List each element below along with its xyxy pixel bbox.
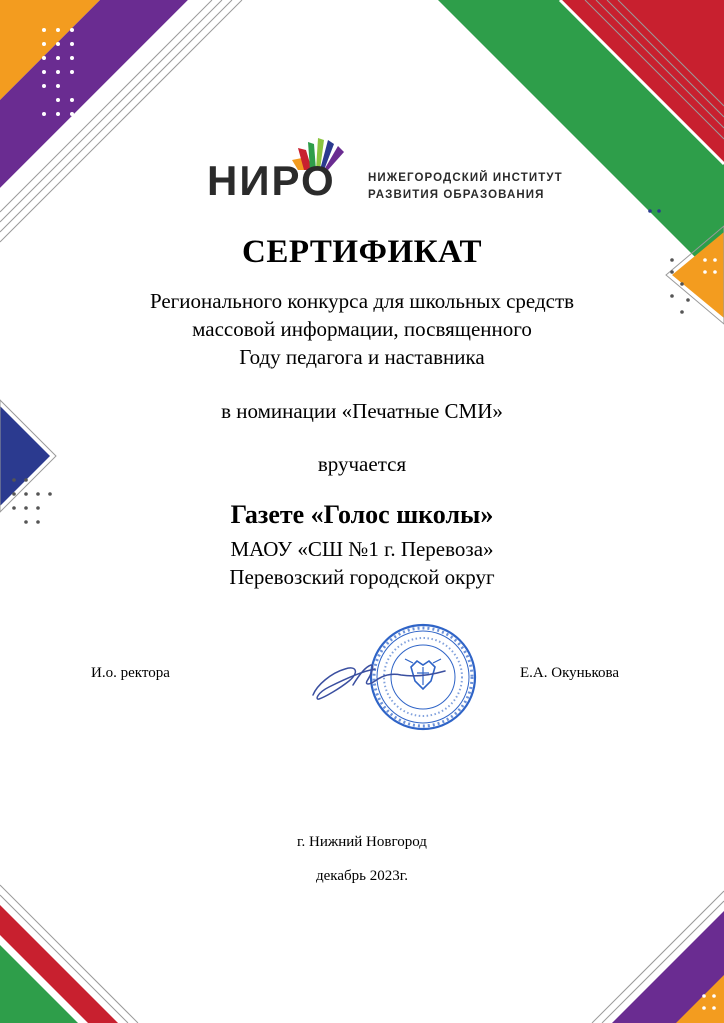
description-line-3: Году педагога и наставника <box>239 345 485 369</box>
signer-title: И.о. ректора <box>91 665 170 681</box>
certificate-title: СЕРТИФИКАТ <box>242 234 482 270</box>
logo-subtitle-line-1: НИЖЕГОРОДСКИЙ ИНСТИТУТ <box>368 172 563 184</box>
recipient-organization <box>0 535 724 591</box>
seal-and-signature <box>305 615 505 735</box>
logo-wordmark: НИРО <box>207 157 336 204</box>
logo-subtitle-line-2: РАЗВИТИЯ ОБРАЗОВАНИЯ <box>368 189 545 201</box>
recipient-org-line-1: МАОУ «СШ №1 г. Перевоза» <box>230 537 494 561</box>
description-line-1: Регионального конкурса для школьных средств <box>149 289 575 313</box>
official-seal-icon <box>371 625 475 729</box>
logo-subtitle <box>368 170 563 204</box>
awarded-text: вручается <box>317 452 407 476</box>
footer-city: г. Нижний Новгород <box>297 834 427 850</box>
handwritten-signature-icon <box>313 665 445 699</box>
description-line-2: массовой информации, посвященного <box>192 317 532 341</box>
recipient-org-line-2: Перевозский городской округ <box>229 565 495 589</box>
certificate-description <box>0 287 724 371</box>
signer-name: Е.А. Окунькова <box>520 665 620 681</box>
nomination-text: в номинации «Печатные СМИ» <box>221 399 503 423</box>
recipient-name: Газете «Голос школы» <box>230 500 494 529</box>
footer-date: декабрь 2023г. <box>316 868 408 884</box>
